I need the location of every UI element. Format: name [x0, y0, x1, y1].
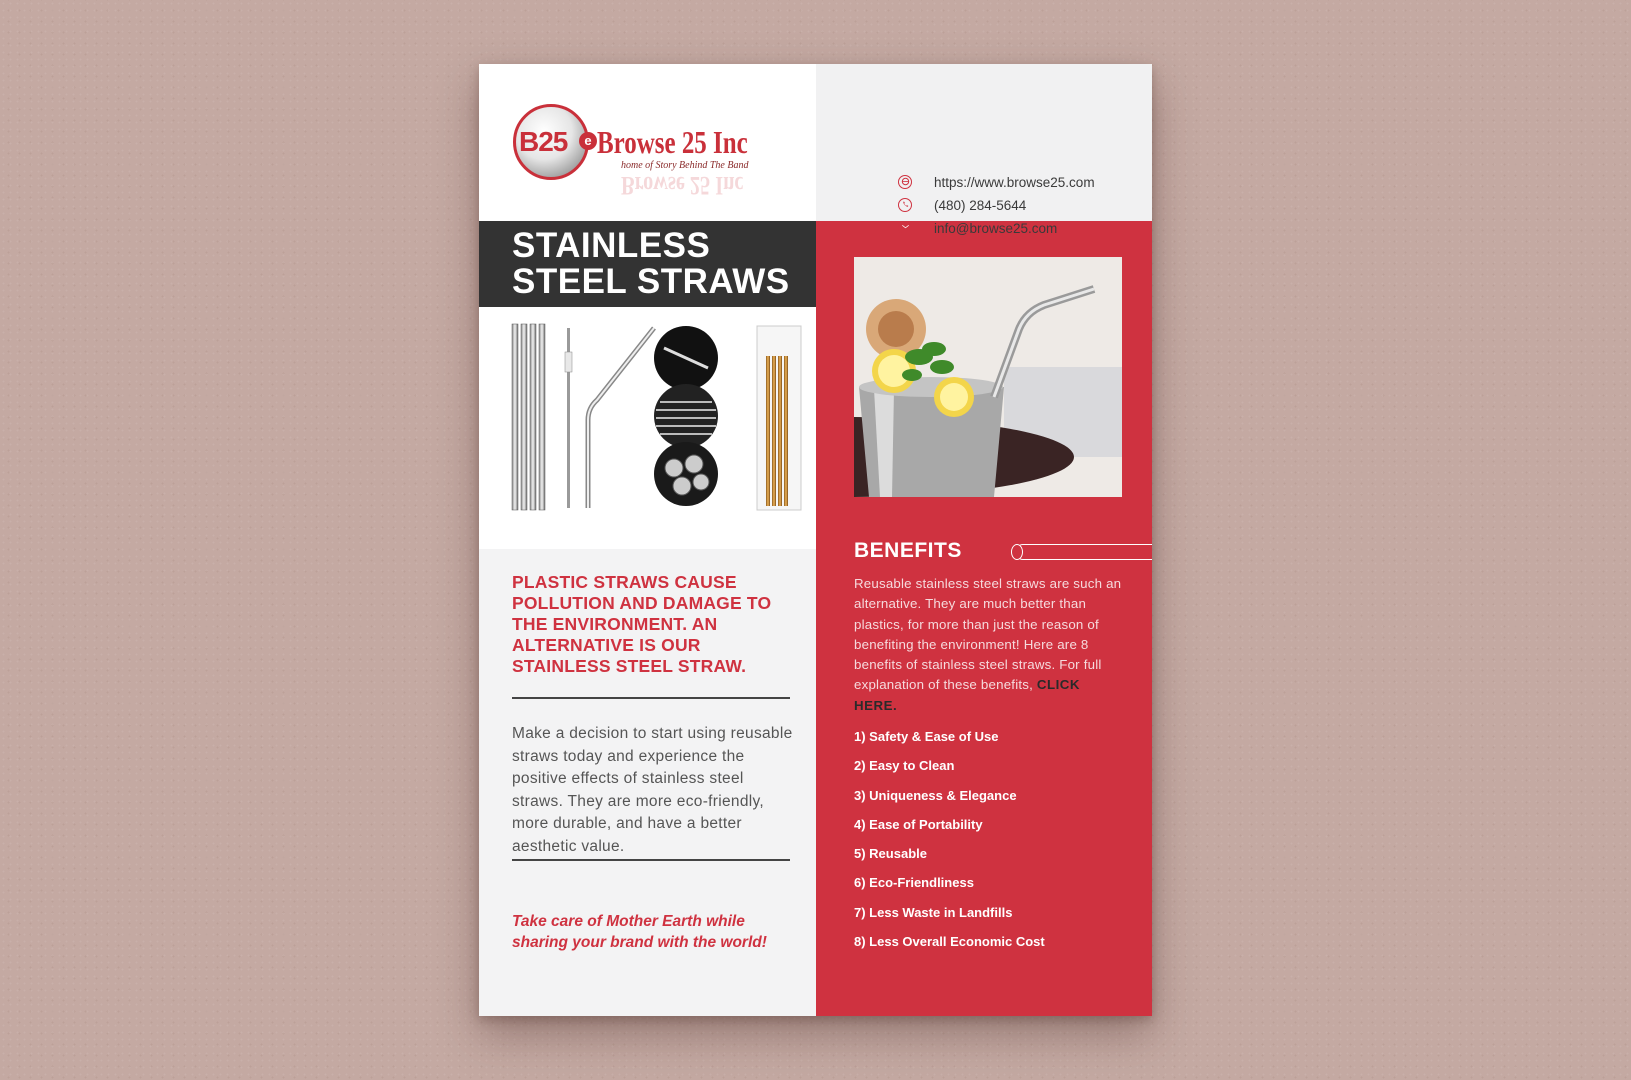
list-item: 5) Reusable: [854, 846, 927, 862]
phone-number[interactable]: (480) 284-5644: [934, 197, 1027, 213]
phone-icon: [898, 198, 912, 212]
logo-mark: B25: [519, 126, 568, 157]
brand-name: Browse 25 Inc: [597, 124, 748, 160]
benefits-list: [854, 729, 1045, 963]
divider-top: [512, 697, 790, 699]
list-item: 2) Easy to Clean: [854, 758, 955, 774]
globe-icon: [898, 175, 912, 189]
divider-bottom: [512, 859, 790, 861]
straw-graphic: [1015, 544, 1152, 560]
left-tagline: Take care of Mother Earth while sharing your brand with the world!: [512, 913, 767, 951]
email-link[interactable]: info@browse25.com: [934, 220, 1058, 236]
flyer-sheet: [479, 64, 1152, 1016]
list-item: 4) Ease of Portability: [854, 816, 983, 832]
list-item: 1) Safety & Ease of Use: [854, 729, 999, 744]
title-line-1: STAINLESS: [512, 226, 711, 265]
contact-phone[interactable]: [898, 194, 1026, 216]
list-item: 7) Less Waste in Landfills: [854, 904, 1013, 920]
left-headline: PLASTIC STRAWS CAUSE POLLUTION AND DAMAGE TO THE ENVIRONMENT. AN ALTERNATIVE IS OUR STAINLESS STEEL STRAW.: [512, 572, 772, 676]
logo-e-badge: e: [579, 132, 597, 150]
contact-website[interactable]: [898, 171, 1095, 193]
brand-logo: [513, 104, 773, 200]
product-image: [504, 322, 804, 522]
list-item: 8) Less Overall Economic Cost: [854, 934, 1045, 950]
brand-tagline: home of Story Behind The Band: [621, 160, 749, 171]
benefits-title: BENEFITS: [854, 539, 962, 562]
contact-email[interactable]: [898, 217, 1057, 239]
left-body: Make a decision to start using reusable straws today and experience the positive effects of stainless steel straws. They are more eco-friendly, more durable, and have a better aesthetic value.: [512, 725, 793, 855]
benefits-intro: [854, 574, 1124, 716]
page-title: [512, 228, 790, 300]
benefits-intro-text: Reusable stainless steel straws are such an alternative. They are much better than plastics, for more than just the reason of benefiting the environment! Here are 8 benefits of stainless steel straws. For full explanation of these benefits,: [854, 576, 1122, 693]
list-item: 6) Eco-Friendliness: [854, 875, 974, 891]
cup-photo: [854, 257, 1122, 497]
logo-reflection: Browse 25 Inc: [621, 171, 744, 200]
list-item: 3) Uniqueness & Elegance: [854, 787, 1017, 803]
website-link[interactable]: https://www.browse25.com: [934, 174, 1095, 190]
click-here-link[interactable]: CLICK HERE.: [854, 677, 1081, 713]
straw-graphic-cap: [1011, 544, 1023, 560]
mail-icon: [898, 221, 912, 235]
title-line-2: STEEL STRAWS: [512, 262, 790, 301]
